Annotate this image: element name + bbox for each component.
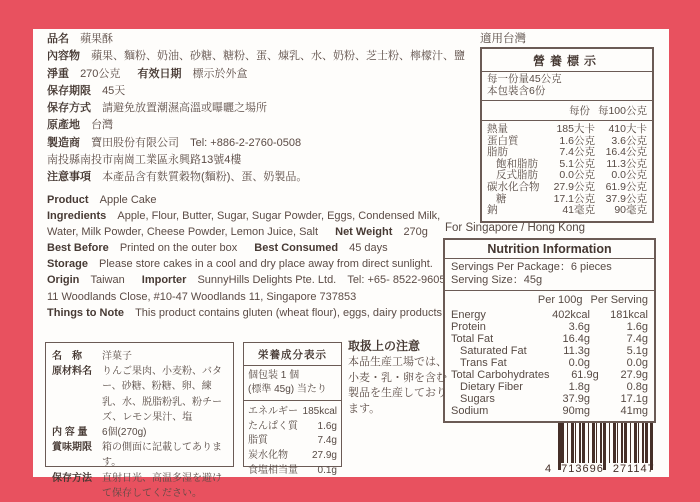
contents-label: 內容物 (47, 50, 80, 63)
tw-servings-per-package: 本包裝含6份 (487, 84, 546, 97)
en-ingredients-value: Apple, Flour, Butter, Sugar, Sugar Powder, Eggs, Condensed Milk, Water, Milk Powder, Cheese Powder, Lemon Juice, Salt (47, 210, 441, 239)
en-net-weight-label: Net Weight (335, 226, 393, 239)
shelf-life-value: 45天 (102, 84, 126, 97)
en-importer-address: 11 Woodlands Close, #10-47 Woodlands 11, Singapore 737853 (47, 290, 357, 303)
en-importer-tel: Tel: +65- 8522-9605 (347, 274, 446, 287)
net-weight-value: 270公克 (80, 67, 121, 80)
manufacturer-tel: Tel: +886-2-2760-0508 (190, 136, 302, 149)
tw-column-headers (482, 101, 652, 121)
table-row: Total Carbohydrates 61.9g 27.9g (451, 369, 648, 381)
en-note-line (47, 305, 453, 321)
table-row: Saturated Fat 11.3g 5.1g (460, 345, 648, 357)
jp-best-by-label: 賞味期限 (52, 442, 92, 454)
tw-rows (482, 121, 652, 221)
jp-nutrition-rows (244, 401, 341, 483)
sg-col-per-serving: Per Serving (590, 294, 648, 306)
note-line (47, 169, 465, 186)
note-label: 注意事項 (47, 171, 91, 184)
jp-nutrition-box (243, 342, 342, 476)
en-best-before-line (47, 240, 453, 256)
jp-handling-title: 取扱上の注意 (348, 339, 421, 353)
shelf-life-line (47, 83, 465, 100)
jp-content-row (52, 425, 227, 440)
sg-column-headers (445, 291, 654, 309)
barcode-prefix: 4 (545, 463, 553, 475)
tw-table-title: 營養標示 (482, 49, 652, 72)
table-row: 蛋白質 1.6公克 3.6公克 (487, 134, 647, 147)
tw-col-per-serving: 每份 (568, 105, 590, 117)
manufacturer-label: 製造商 (47, 136, 80, 149)
table-row: Trans Fat 0.0g 0.0g (460, 357, 648, 369)
jp-best-by-row (52, 440, 227, 470)
en-origin-value: Taiwan (90, 274, 125, 287)
table-row: Protein 3.6g 1.6g (451, 321, 648, 333)
expiry-label: 有效日期 (137, 67, 182, 80)
jp-ingredients-label: 原材料名 (52, 366, 92, 378)
jp-name-row (52, 349, 227, 364)
chinese-info-block (47, 31, 465, 187)
table-row: 飽和脂肪 5.1公克 11.3公克 (496, 157, 647, 170)
table-row: エネルギー 185kcal (248, 406, 337, 417)
jp-label-box (45, 342, 234, 499)
product-name-label: 品名 (47, 33, 69, 45)
table-row: 熱量 185大卡 410大卡 (487, 123, 647, 135)
tw-serving-info (482, 72, 652, 101)
en-origin-importer-line (47, 272, 453, 288)
tw-nutrition-table (480, 47, 654, 223)
jp-best-by-value: 箱の側面に記載してあります。 (102, 442, 222, 469)
sg-region-note: For Singapore / Hong Kong (445, 222, 586, 234)
table-row: 脂質 7.4g (248, 435, 337, 447)
en-best-before-label: Best Before (47, 242, 109, 255)
sg-servings-per-package: Servings Per Package：6 pieces (451, 261, 612, 273)
manufacturer-address: 南投縣南投市南崗工業區永興路13號4樓 (47, 154, 242, 167)
en-storage-line (47, 256, 453, 272)
storage-label: 保存方式 (47, 102, 91, 115)
en-note-value: This product contains gluten (wheat flour), eggs, dairy products. (135, 306, 446, 319)
jp-subtitle-line1: 個包装 1 個 (248, 370, 300, 381)
origin-label: 原產地 (47, 119, 80, 132)
sg-table-title: Nutrition Information (445, 240, 654, 259)
sg-serving-info (445, 259, 654, 291)
shelf-life-label: 保存期限 (47, 84, 91, 97)
jp-ingredients-value: りんご果肉、小麦粉、バター、砂糖、粉糖、卵、練乳、水、脱脂粉乳、粉チーズ、レモン果汁、塩 (102, 366, 222, 423)
en-best-consumed-label: Best Consumed (254, 242, 339, 255)
table-row: 反式脂肪 0.0公克 0.0公克 (496, 169, 647, 182)
table-row: Total Fat 16.4g 7.4g (451, 333, 648, 345)
table-row: たんぱく質 1.6g (248, 420, 337, 432)
barcode-group2: 271147 (612, 463, 655, 475)
manufacturer-value: 寶田股份有限公司 (91, 136, 180, 149)
table-row: Dietary Fiber 1.8g 0.8g (460, 381, 648, 393)
jp-handling-note (348, 338, 454, 417)
en-net-weight-value: 270g (403, 226, 428, 239)
en-storage-value: Please store cakes in a cool and dry place away from direct sunlight. (99, 258, 433, 271)
jp-storage-value: 直射日光、高温多湿を避けて保存してください。 (102, 472, 222, 499)
table-row: 鈉 41毫克 90毫克 (487, 204, 647, 217)
origin-line (47, 117, 465, 134)
en-best-consumed-value: 45 days (349, 242, 388, 255)
jp-handling-body: 本品生産工場では、小麦・乳・卵を含む製品を生産しております。 (348, 356, 447, 415)
net-weight-line (47, 66, 465, 83)
manufacturer-line (47, 135, 465, 152)
en-origin-label: Origin (47, 274, 80, 287)
table-row: Sugars 37.9g 17.1g (460, 393, 648, 405)
en-best-before-value: Printed on the outer box (119, 242, 238, 255)
sg-rows (445, 309, 654, 421)
contents-value: 蘋果、麵粉、奶油、砂糖、糖粉、蛋、煉乳、水、奶粉、芝士粉、檸檬汁、鹽 (91, 50, 466, 63)
expiry-value: 標示於外盒 (192, 67, 248, 80)
tw-serving-size: 每一份量45公克 (487, 73, 562, 85)
storage-line (47, 100, 465, 117)
barcode-group1: 713696 (561, 463, 604, 475)
table-row: 炭水化物 27.9g (248, 450, 337, 462)
jp-nutrition-title: 栄養成分表示 (244, 343, 341, 366)
sg-serving-size: Serving Size：45g (451, 274, 543, 286)
jp-ingredients-row (52, 364, 227, 425)
contents-line (47, 48, 465, 65)
barcode (545, 423, 665, 483)
tw-region-note: 適用台灣 (480, 33, 526, 45)
table-row: 脂肪 7.4公克 16.4公克 (487, 146, 647, 159)
en-ingredients-line (47, 208, 453, 240)
barcode-digits (545, 463, 665, 475)
tw-col-per-100g: 每100公克 (597, 105, 647, 117)
en-importer-value: SunnyHills Delights Pte. Ltd. (197, 274, 337, 287)
sg-nutrition-table (443, 238, 656, 423)
product-name-value: 蘋果酥 (80, 33, 114, 45)
jp-name-label: 名 称 (52, 351, 82, 362)
en-product-line (47, 192, 453, 208)
net-weight-label: 淨重 (47, 67, 69, 80)
note-value: 本產品含有麩質穀物(麵粉)、蛋、奶製品。 (102, 171, 308, 184)
table-row: 糖 17.1公克 37.9公克 (496, 192, 647, 205)
jp-content-value: 6個(270g) (102, 427, 147, 439)
en-note-label: Things to Note (47, 306, 124, 319)
jp-content-label: 内 容 量 (52, 427, 88, 439)
sg-col-per-100g: Per 100g (537, 294, 583, 306)
jp-subtitle-line2: (標準 45g) 当たり (248, 384, 327, 395)
en-product-value: Apple Cake (99, 194, 157, 206)
table-row: Sodium 90mg 41mg (451, 405, 648, 417)
en-ingredients-label: Ingredients (47, 210, 107, 223)
label-panel (33, 29, 669, 499)
english-info-block (47, 192, 453, 321)
product-name-line (47, 31, 465, 48)
en-importer-label: Importer (141, 274, 187, 287)
origin-value: 台灣 (91, 119, 114, 132)
jp-nutrition-subtitle (244, 366, 341, 401)
storage-value: 請避免放置潮濕高溫或曝曬之場所 (102, 102, 268, 115)
jp-name-value: 洋菓子 (102, 351, 132, 362)
table-row: Energy 402kcal 181kcal (451, 309, 648, 321)
en-product-label: Product (47, 194, 89, 206)
en-storage-label: Storage (47, 258, 88, 271)
jp-storage-label: 保存方法 (52, 472, 92, 484)
table-row: 食塩相当量 0.1g (248, 464, 337, 476)
table-row: 碳水化合物 27.9公克 61.9公克 (487, 180, 647, 193)
jp-storage-row (52, 471, 227, 501)
